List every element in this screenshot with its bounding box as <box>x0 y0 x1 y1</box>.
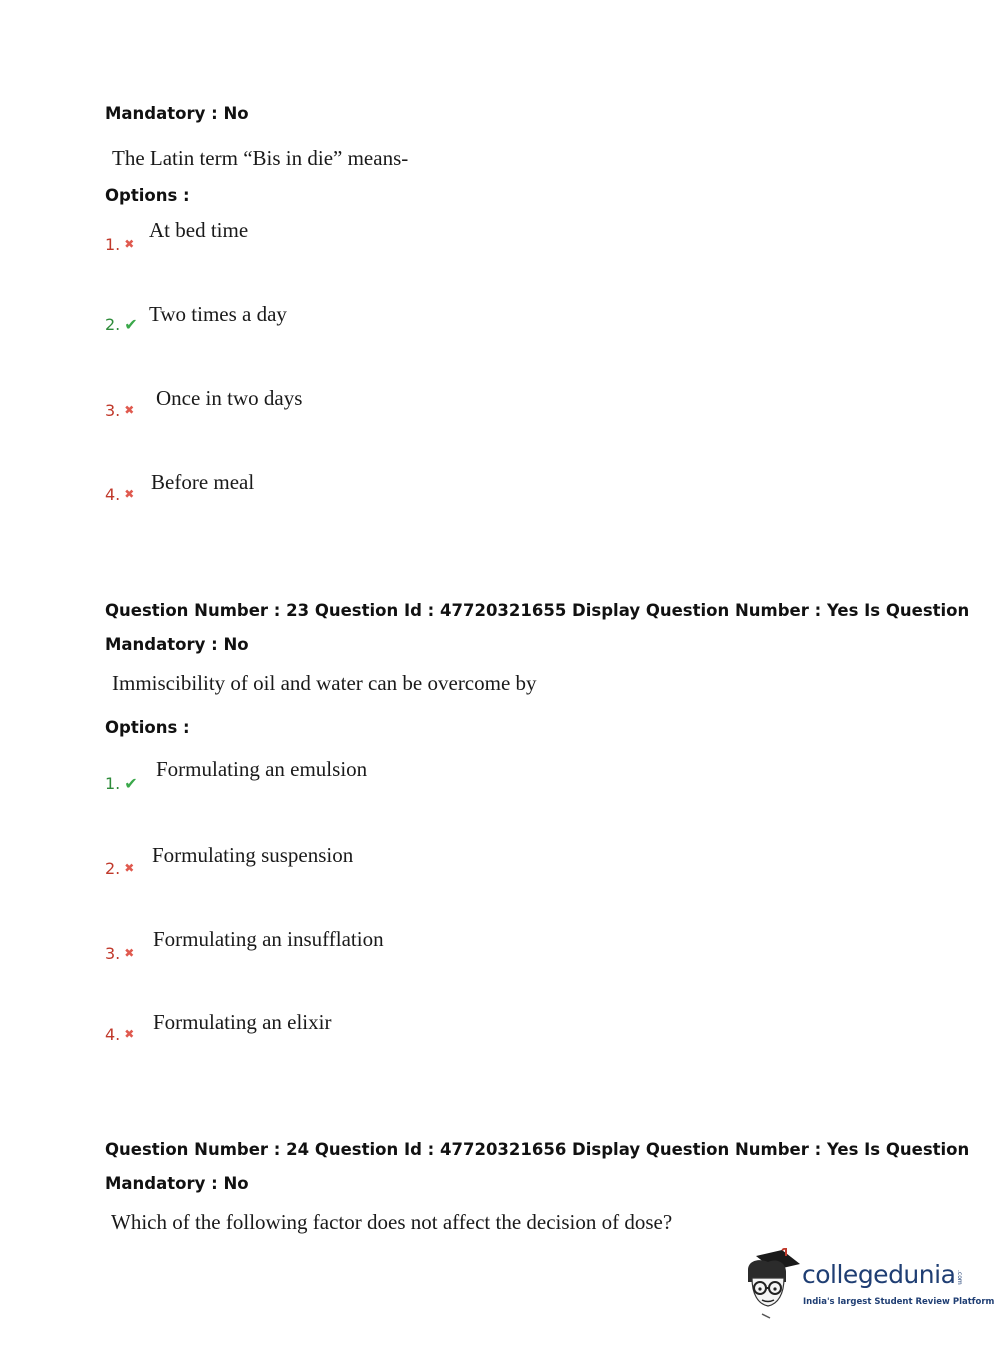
option-number: 2. <box>105 315 121 334</box>
question-header: Question Number : 23 Question Id : 47720321655 Display Question Number : Yes Is Question <box>105 601 970 620</box>
question-text: The Latin term “Bis in die” means- <box>112 146 409 170</box>
cross-icon: ✖ <box>124 946 135 960</box>
cross-icon: ✖ <box>124 237 135 251</box>
cross-icon: ✖ <box>124 487 135 501</box>
options-label: Options : <box>105 718 190 737</box>
option-text: Formulating an insufflation <box>153 927 384 951</box>
option-number: 2. <box>105 859 121 878</box>
cross-icon: ✖ <box>124 1027 135 1041</box>
option-text: Formulating an elixir <box>153 1010 332 1034</box>
question-text: Immiscibility of oil and water can be overcome by <box>112 671 537 695</box>
option-marker <box>105 944 134 963</box>
option-text: Formulating suspension <box>152 843 354 867</box>
option-number: 1. <box>105 774 121 793</box>
mascot-icon <box>742 1248 802 1320</box>
option-marker <box>105 774 138 793</box>
option-text: Before meal <box>151 470 255 494</box>
option-marker <box>105 859 134 878</box>
logo-wordmark: collegedunia <box>802 1260 956 1289</box>
cross-icon: ✖ <box>124 861 135 875</box>
question-header: Question Number : 24 Question Id : 47720321656 Display Question Number : Yes Is Question <box>105 1140 970 1159</box>
option-marker <box>105 485 134 504</box>
option-number: 1. <box>105 235 121 254</box>
option-text: Formulating an emulsion <box>156 757 368 781</box>
option-number: 3. <box>105 944 121 963</box>
option-marker <box>105 1025 134 1044</box>
option-marker <box>105 235 134 254</box>
option-marker <box>105 315 138 334</box>
check-icon: ✔ <box>124 315 138 334</box>
option-number: 3. <box>105 401 121 420</box>
collegedunia-logo <box>742 1248 995 1320</box>
mandatory-label: Mandatory : No <box>105 1174 249 1193</box>
mandatory-label: Mandatory : No <box>105 104 249 123</box>
option-marker <box>105 401 134 420</box>
cross-icon: ✖ <box>124 403 135 417</box>
option-text: Once in two days <box>156 386 303 410</box>
option-text: Two times a day <box>149 302 287 326</box>
question-text: Which of the following factor does not affect the decision of dose? <box>111 1210 673 1234</box>
options-label: Options : <box>105 186 190 205</box>
mandatory-label: Mandatory : No <box>105 635 249 654</box>
option-number: 4. <box>105 485 121 504</box>
logo-tagline: India's largest Student Review Platform <box>803 1297 995 1307</box>
logo-suffix: .com <box>956 1270 963 1285</box>
option-text: At bed time <box>149 218 249 242</box>
option-number: 4. <box>105 1025 121 1044</box>
check-icon: ✔ <box>124 774 138 793</box>
